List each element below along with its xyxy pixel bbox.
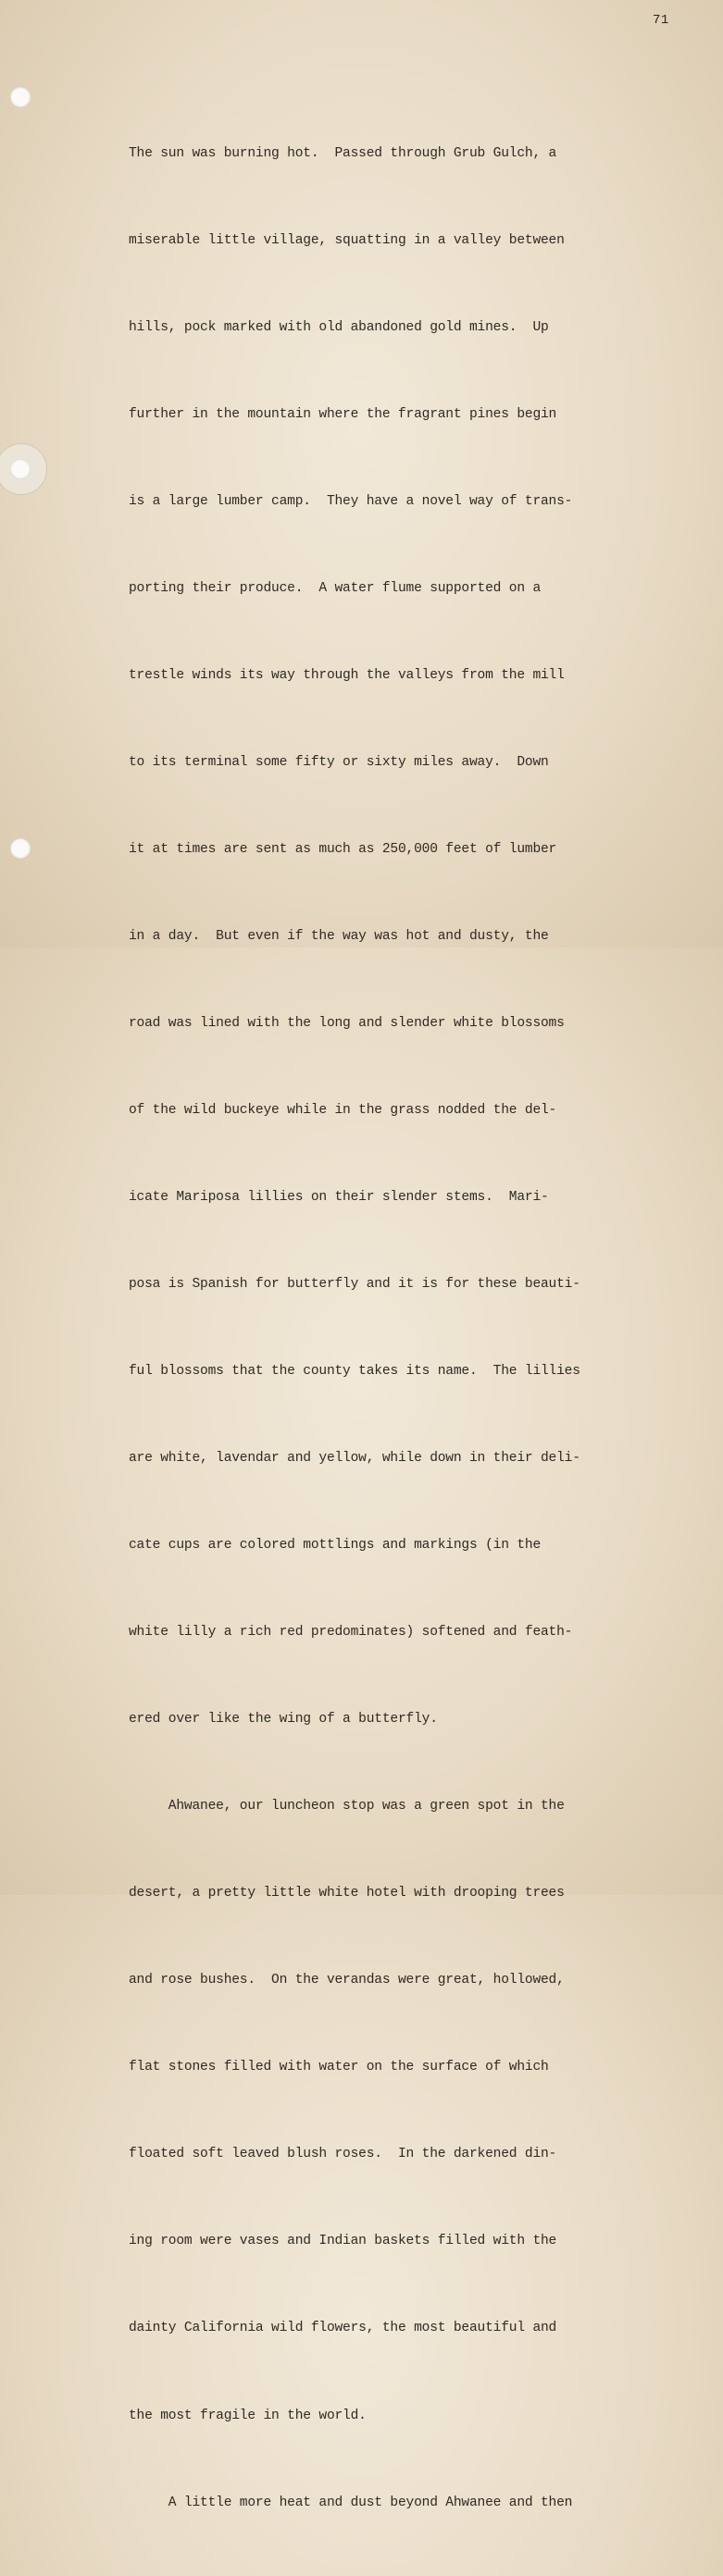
text-line: Ahwanee, our luncheon stop was a green spot in the <box>129 1799 565 1814</box>
text-line: further in the mountain where the fragrant pines begin <box>129 406 557 422</box>
text-line: A little more heat and dust beyond Ahwanee and then <box>129 2495 573 2510</box>
text-line: is a large lumber camp. They have a novel way of trans- <box>129 493 573 509</box>
text-line: in a day. But even if the way was hot and dusty, the <box>129 928 549 944</box>
text-line: miserable little village, squatting in a valley between <box>129 232 565 248</box>
punch-hole-middle <box>10 459 31 479</box>
page-number: 71 <box>653 13 669 28</box>
punch-hole-top <box>10 87 31 107</box>
text-line: ful blossoms that the county takes its name. The lillies <box>129 1364 580 1380</box>
text-line: floated soft leaved blush roses. In the darkened din- <box>129 2147 557 2162</box>
text-line: The sun was burning hot. Passed through Grub Gulch, a <box>129 145 557 161</box>
body-text <box>129 81 647 2576</box>
text-line: are white, lavendar and yellow, while down in their deli- <box>129 1451 580 1467</box>
text-line: hills, pock marked with old abandoned gold mines. Up <box>129 319 549 335</box>
text-line: ered over like the wing of a butterfly. <box>129 1712 438 1728</box>
text-line: flat stones filled with water on the surface of which <box>129 2060 549 2075</box>
text-line: the most fragile in the world. <box>129 2408 367 2423</box>
text-line: road was lined with the long and slender white blossoms <box>129 1016 565 1031</box>
text-line: it at times are sent as much as 250,000 feet of lumber <box>129 841 557 857</box>
text-line: white lilly a rich red predominates) softened and feath- <box>129 1625 573 1641</box>
text-line: icate Mariposa lillies on their slender stems. Mari- <box>129 1190 549 1206</box>
text-line: ing room were vases and Indian baskets filled with the <box>129 2234 557 2249</box>
text-line: of the wild buckeye while in the grass nodded the del- <box>129 1103 557 1119</box>
text-line: desert, a pretty little white hotel with drooping trees <box>129 1886 565 1901</box>
text-line: to its terminal some fifty or sixty miles away. Down <box>129 754 549 770</box>
text-line: and rose bushes. On the verandas were great, hollowed, <box>129 1973 565 1988</box>
text-line: dainty California wild flowers, the most beautiful and <box>129 2321 557 2336</box>
text-line: porting their produce. A water flume supported on a <box>129 580 541 596</box>
text-line: trestle winds its way through the valleys from the mill <box>129 667 565 683</box>
text-line: cate cups are colored mottlings and markings (in the <box>129 1538 541 1554</box>
punch-hole-bottom <box>10 838 31 859</box>
text-line: posa is Spanish for butterfly and it is for these beauti- <box>129 1277 580 1293</box>
